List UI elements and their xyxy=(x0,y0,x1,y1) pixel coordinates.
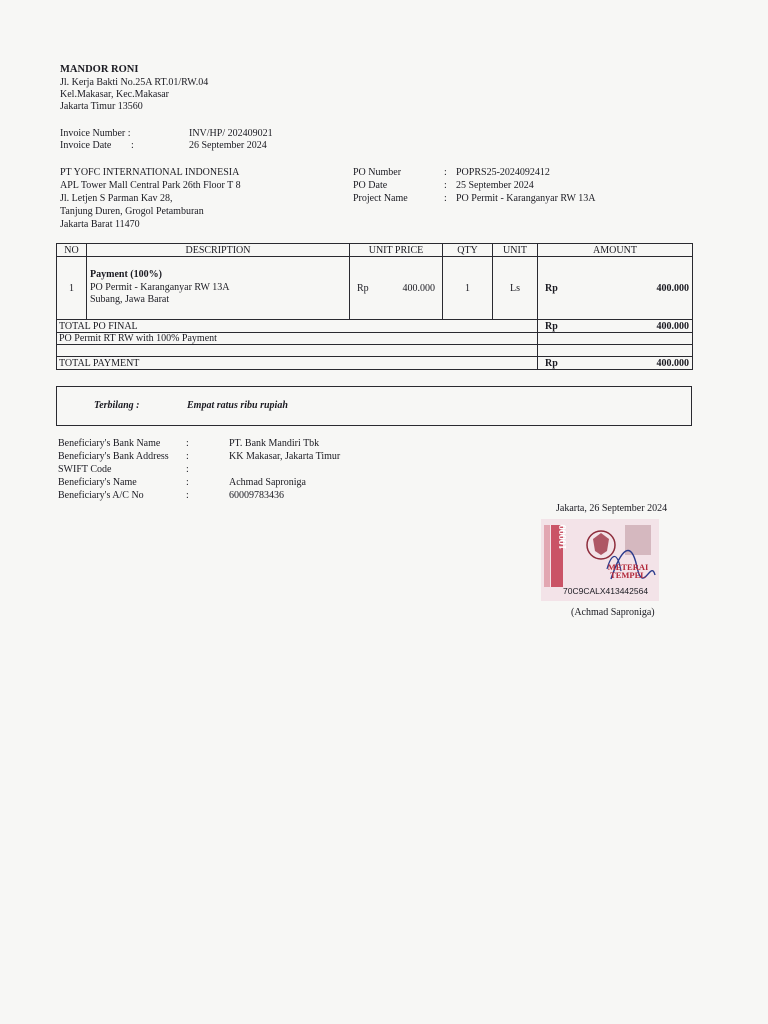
row-description-line-1: PO Permit - Karanganyar RW 13A xyxy=(90,281,230,293)
spacer-amount-cell xyxy=(538,345,693,357)
beneficiary-name-label: Beneficiary's Name xyxy=(58,477,137,488)
total-payment-amount xyxy=(538,357,693,370)
row-description-line-2: Subang, Jawa Barat xyxy=(90,294,170,306)
meterai-stamp xyxy=(541,519,659,601)
sender-address-3: Jakarta Timur 13560 xyxy=(60,101,143,112)
spacer-row xyxy=(57,345,693,357)
po-number-colon: : xyxy=(444,167,447,178)
project-name-colon: : xyxy=(444,193,447,204)
invoice-date-value: 26 September 2024 xyxy=(189,140,267,151)
total-payment-currency: Rp xyxy=(545,357,558,369)
total-payment-value: 400.000 xyxy=(656,357,689,369)
sender-address-2: Kel.Makasar, Kec.Makasar xyxy=(60,89,169,100)
bank-address-value: KK Makasar, Jakarta Timur xyxy=(229,451,341,462)
total-po-row xyxy=(57,320,693,333)
account-number-colon: : xyxy=(186,490,189,501)
total-po-amount xyxy=(538,320,693,333)
row-amount-currency: Rp xyxy=(545,282,558,294)
swift-code-label: SWIFT Code xyxy=(58,464,112,475)
note-text: PO Permit RT RW with 100% Payment xyxy=(57,333,538,345)
meterai-value: 10000 xyxy=(557,525,569,550)
terbilang-label: Terbilang : xyxy=(94,400,140,411)
row-no: 1 xyxy=(57,257,87,320)
invoice-number-value: INV/HP/ 202409021 xyxy=(189,128,273,139)
project-name-label: Project Name xyxy=(353,193,408,204)
sender-address-1: Jl. Kerja Bakti No.25A RT.01/RW.04 xyxy=(60,77,209,88)
account-number-value: 60009783436 xyxy=(229,490,284,501)
project-name-value: PO Permit - Karanganyar RW 13A xyxy=(456,193,596,204)
total-po-value: 400.000 xyxy=(656,320,689,332)
table-row xyxy=(57,257,693,320)
po-date-value: 25 September 2024 xyxy=(456,180,534,191)
note-row xyxy=(57,333,693,345)
meterai-text: METERAI TEMPEL xyxy=(607,562,649,580)
total-po-currency: Rp xyxy=(545,320,558,332)
row-description-title: Payment (100%) xyxy=(90,269,162,281)
row-description xyxy=(87,257,350,320)
total-payment-row xyxy=(57,357,693,370)
swift-code-colon: : xyxy=(186,464,189,475)
row-unit-price xyxy=(350,257,443,320)
row-unit-price-currency: Rp xyxy=(357,282,369,294)
signatory-name: (Achmad Saproniga) xyxy=(571,607,655,618)
row-amount-value: 400.000 xyxy=(656,282,689,294)
header-unit-price: UNIT PRICE xyxy=(350,244,443,257)
sender-name: MANDOR RONI xyxy=(60,64,139,75)
po-number-value: POPRS25-2024092412 xyxy=(456,167,550,178)
header-no: NO xyxy=(57,244,87,257)
header-unit: UNIT xyxy=(493,244,538,257)
header-qty: QTY xyxy=(443,244,493,257)
bank-name-colon: : xyxy=(186,438,189,449)
account-number-label: Beneficiary's A/C No xyxy=(58,490,144,501)
invoice-date-label: Invoice Date xyxy=(60,140,112,151)
po-number-label: PO Number xyxy=(353,167,402,178)
invoice-number-label: Invoice Number : xyxy=(60,128,131,139)
row-unit-price-value: 400.000 xyxy=(402,282,435,294)
beneficiary-name-value: Achmad Saproniga xyxy=(229,477,306,488)
table-header-row xyxy=(57,244,693,257)
recipient-address-4: Jakarta Barat 11470 xyxy=(60,219,140,230)
row-unit: Ls xyxy=(493,257,538,320)
row-amount xyxy=(538,257,693,320)
recipient-address-2: Jl. Letjen S Parman Kav 28, xyxy=(60,193,173,204)
spacer-cell xyxy=(57,345,538,357)
header-amount: AMOUNT xyxy=(538,244,693,257)
bank-address-label: Beneficiary's Bank Address xyxy=(58,451,169,462)
po-date-colon: : xyxy=(444,180,447,191)
invoice-date-colon: : xyxy=(131,140,134,151)
recipient-address-3: Tanjung Duren, Grogol Petamburan xyxy=(60,206,204,217)
signature-place-date: Jakarta, 26 September 2024 xyxy=(556,503,668,514)
total-payment-label: TOTAL PAYMENT xyxy=(57,357,538,370)
terbilang-box xyxy=(56,386,692,426)
recipient-address-1: APL Tower Mall Central Park 26th Floor T 8 xyxy=(60,180,241,191)
bank-address-colon: : xyxy=(186,451,189,462)
total-po-label: TOTAL PO FINAL xyxy=(57,320,538,333)
row-qty: 1 xyxy=(443,257,493,320)
beneficiary-name-colon: : xyxy=(186,477,189,488)
terbilang-value: Empat ratus ribu rupiah xyxy=(187,400,288,411)
note-amount-empty xyxy=(538,333,693,345)
meterai-code: 70C9CALX413442564 xyxy=(563,586,649,596)
bank-name-label: Beneficiary's Bank Name xyxy=(58,438,161,449)
po-date-label: PO Date xyxy=(353,180,388,191)
header-description: DESCRIPTION xyxy=(87,244,350,257)
invoice-table xyxy=(56,243,693,370)
bank-name-value: PT. Bank Mandiri Tbk xyxy=(229,438,320,449)
recipient-name: PT YOFC INTERNATIONAL INDONESIA xyxy=(60,167,240,178)
